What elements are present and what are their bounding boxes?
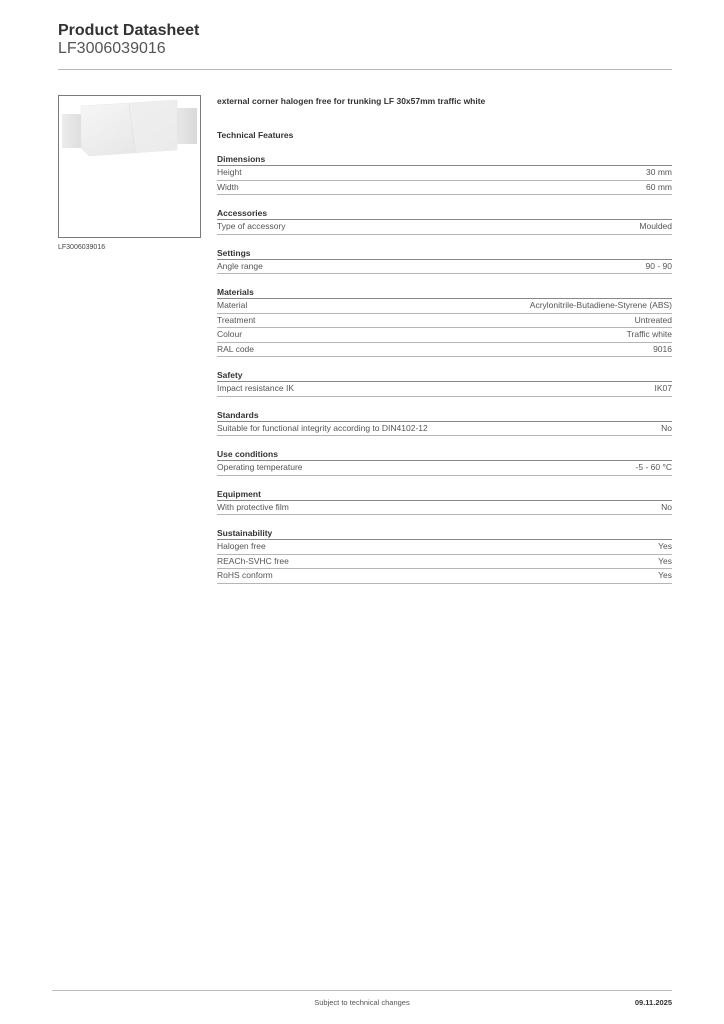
spec-section [217, 287, 672, 357]
spec-value: Moulded [639, 221, 672, 231]
product-title: external corner halogen free for trunking LF 30x57mm traffic white [217, 96, 486, 106]
spec-value: 30 mm [646, 167, 672, 177]
spec-label: Operating temperature [217, 462, 303, 472]
section-title: Standards [217, 410, 672, 422]
spec-section [217, 449, 672, 476]
spec-label: Impact resistance IK [217, 383, 295, 393]
spec-label: Width [217, 181, 239, 192]
spec-row [217, 166, 672, 181]
spec-label: Colour [217, 329, 243, 339]
spec-section [217, 370, 672, 397]
product-code: LF3006039016 [58, 40, 166, 57]
spec-value: -5 - 60 °C [635, 462, 672, 472]
spec-value: Acrylonitrile-Butadiene-Styrene (ABS) [529, 300, 672, 310]
section-title: Safety [217, 370, 672, 382]
spec-label: Height [217, 167, 242, 177]
spec-section [217, 208, 672, 235]
spec-label: Suitable for functional integrity according to DIN4102-12 [217, 422, 428, 433]
spec-value: No [661, 422, 672, 433]
spec-row [217, 382, 672, 397]
spec-value: 9016 [653, 343, 672, 354]
spec-value: Untreated [634, 314, 672, 325]
spec-label: RoHS conform [217, 570, 273, 580]
technical-features-heading: Technical Features [217, 130, 294, 140]
spec-value: 60 mm [646, 181, 672, 192]
product-image-drawing [59, 96, 200, 237]
section-title: Accessories [217, 208, 672, 220]
footer-date: 09.11.2025 [634, 998, 672, 1007]
spec-value: IK07 [654, 383, 672, 393]
product-image [58, 95, 201, 238]
image-caption: LF3006039016 [58, 244, 106, 251]
spec-row [217, 569, 672, 584]
section-title: Use conditions [217, 449, 672, 461]
section-title: Settings [217, 248, 672, 260]
spec-value: No [661, 501, 672, 512]
spec-label: With protective film [217, 501, 289, 512]
spec-sections [217, 154, 672, 584]
header-divider [58, 69, 672, 70]
spec-label: Treatment [217, 314, 256, 325]
spec-section [217, 528, 672, 584]
section-title: Materials [217, 287, 672, 299]
spec-row [217, 299, 672, 314]
spec-section [217, 410, 672, 437]
spec-row [217, 220, 672, 235]
spec-label: Angle range [217, 260, 263, 271]
spec-row [217, 422, 672, 437]
spec-row [217, 343, 672, 358]
section-title: Equipment [217, 489, 672, 501]
spec-row [217, 314, 672, 329]
spec-value: Yes [658, 555, 672, 566]
spec-row [217, 540, 672, 555]
section-title: Dimensions [217, 154, 672, 166]
section-title: Sustainability [217, 528, 672, 540]
spec-row [217, 181, 672, 196]
spec-row [217, 328, 672, 343]
spec-section [217, 154, 672, 195]
spec-content [217, 96, 672, 584]
spec-label: Material [217, 300, 248, 310]
spec-row [217, 461, 672, 476]
spec-row [217, 260, 672, 275]
spec-section [217, 248, 672, 275]
spec-row [217, 501, 672, 516]
spec-label: RAL code [217, 343, 255, 354]
page-title: Product Datasheet [58, 22, 200, 39]
spec-value: Traffic white [626, 329, 672, 339]
spec-label: Type of accessory [217, 221, 286, 231]
footer-note: Subject to technical changes [314, 998, 410, 1007]
spec-value: 90 - 90 [645, 260, 672, 271]
spec-row [217, 555, 672, 570]
footer-divider [52, 990, 672, 991]
spec-value: Yes [658, 570, 672, 580]
spec-label: Halogen free [217, 541, 266, 551]
spec-section [217, 489, 672, 516]
spec-value: Yes [658, 541, 672, 551]
spec-label: REACh-SVHC free [217, 555, 289, 566]
